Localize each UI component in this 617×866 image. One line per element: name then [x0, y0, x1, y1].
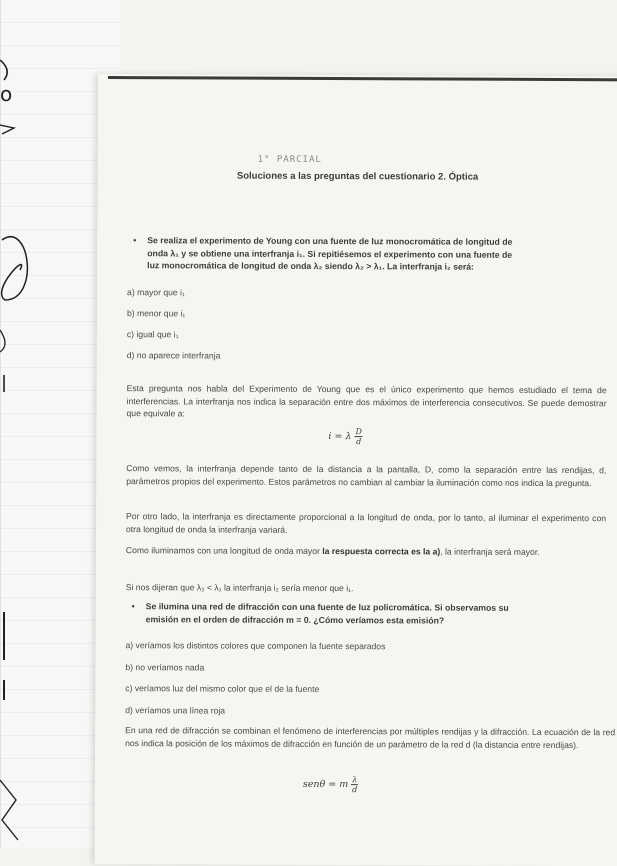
question-1-line: onda λ₁ y se obtiene una interfranja i₁. Si repitiésemos el experimento con una fuente de [147, 247, 513, 260]
top-rule [108, 76, 617, 81]
answer-2-paragraph-1: En una red de difracción se combinan el fenómeno de interferencias por múltiples rendijas y la difracción. La ecuación de la red nos indica la posición de los máximos de difracción en función de un parámetro de la red d (la distancia entre rendijas). [125, 725, 616, 750]
formula-interfranja [328, 427, 363, 446]
bullet-icon: • [133, 235, 137, 246]
q1-option-a: a) mayor que i₁ [127, 287, 185, 298]
question-1-line: Se realiza el experimento de Young con una fuente de luz monocromática de longitud de [147, 235, 513, 247]
formula-red-difraccion [303, 775, 359, 794]
answer-1-paragraph-2: Como vemos, la interfranja depende tanto de la distancia a la pantalla, D, como la separación entre las rendijas, d, parámetros propios del experimento. Estos parámetros no cambian al cambiar la iluminación como nos indica la pregunta. [126, 463, 607, 488]
q2-option-a: a) veríamos los distintos colores que componen la fuente separados [125, 640, 386, 652]
question-1-line: luz monocromática de longitud de onda λ₂ siendo λ₂ > λ₁. La interfranja i₂ será: [147, 260, 474, 272]
notebook-letter: o [0, 82, 13, 106]
question-2 [131, 600, 616, 627]
q2-option-c: c) veríamos luz del mismo color que el de la fuente [125, 683, 320, 694]
document-page [95, 74, 617, 866]
answer-1-paragraph-3: Por otro lado, la interfranja es directamente proporcional a la longitud de onda, por lo tanto, al iluminar el experimento con otra longitud de onda la interfranja variará. [125, 511, 607, 535]
answer-1-paragraph-5: Si nos dijeran que λ₂ < λ₁ la interfranja i₂ sería menor que i₁. [125, 582, 354, 594]
formula-fraction [351, 775, 358, 794]
q1-option-b: b) menor que i₁ [126, 308, 186, 319]
question-1 [133, 234, 607, 274]
answer-1-text-end: , la interfranja será mayor. [440, 546, 540, 557]
question-2-line: emisión en el orden de difracción m = 0. ¿Cómo veríamos esta emisión? [145, 613, 445, 626]
q2-option-b: b) no veríamos nada [125, 662, 205, 673]
formula-numerator: λ [352, 775, 358, 785]
bullet-icon: • [131, 601, 135, 612]
formula-lhs: senθ = m [302, 778, 349, 791]
formula-lhs: i = λ [328, 431, 352, 443]
q1-option-c: c) igual que i₁ [126, 329, 179, 340]
formula-denominator: d [356, 437, 362, 447]
answer-1-paragraph-1: Esta pregunta nos habla del Experimento de Young que es el único experimento que hemos estudiado el tema de interferencias. La interfranja nos indica la separación entre dos máximos de interferencia consecutivos. Se puede demostrar que equivale a: [126, 383, 607, 419]
answer-1-paragraph-4 [126, 544, 606, 559]
question-2-line: Se ilumina una red de difracción con una fuente de luz policromática. Si observamos su [145, 601, 509, 613]
formula-numerator: D [355, 427, 362, 437]
q2-option-d: d) veríamos una línea roja [125, 705, 226, 716]
handwritten-note: 1° PARCIAL [257, 154, 322, 165]
formula-fraction [354, 427, 363, 446]
answer-1-text: Como iluminamos con una longitud de onda mayor [125, 545, 323, 556]
document-title: Soluciones a las preguntas del cuestionario 2. Óptica [236, 170, 479, 183]
q1-option-d: d) no aparece interfranja [126, 350, 221, 361]
correct-answer-highlight: la respuesta correcta es la a) [322, 545, 441, 557]
formula-denominator: d [352, 785, 358, 795]
